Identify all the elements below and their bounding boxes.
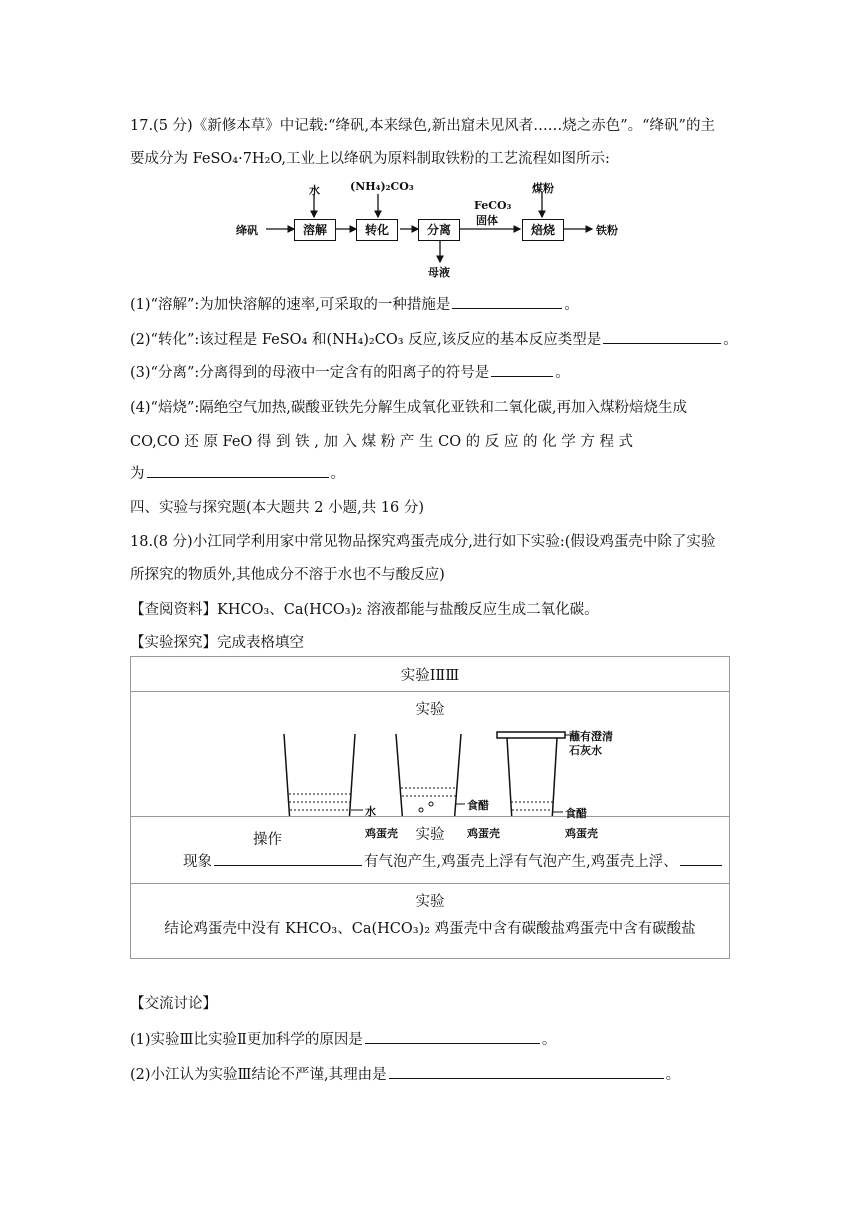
q18-reference: 【查阅资料】KHCO₃、Ca(HCO₃)₂ 溶液都能与盐酸反应生成二氧化碳。 (130, 602, 599, 618)
conclusion-cell (131, 884, 730, 959)
q17-line1: 17.(5 分)《新修本草》中记载:“绛矾,本来绿色,新出窟未见风者……烧之赤色”。“绛矾”的主 (130, 118, 715, 134)
discussion-heading: 【交流讨论】 (130, 996, 217, 1012)
beaker-1 (284, 734, 363, 816)
q17-p1: (1)“溶解”:为加快溶解的速率,可采取的一种措施是 。 (130, 293, 579, 314)
beaker-3 (497, 732, 571, 816)
flow-step-roast: 焙烧 (522, 219, 564, 241)
answer-blank[interactable] (214, 851, 362, 866)
flow-step-convert: 转化 (356, 219, 398, 241)
q17-p2: (2)“转化”:该过程是 FeSO₄ 和(NH₄)₂CO₃ 反应,该反应的基本反应类型是 。 (130, 328, 738, 349)
flow-step-dissolve: 溶解 (294, 219, 336, 241)
flow-mother-liquor: 母液 (428, 266, 450, 279)
flow-coal: 煤粉 (532, 182, 554, 195)
operation-cell (131, 692, 730, 848)
beaker3-liquid-label: 食醋 (565, 807, 587, 820)
q17-p4b: CO,CO 还 原 FeO 得 到 铁 , 加 入 煤 粉 产 生 CO 的 反 应 的 化 学 方 程 式 (130, 434, 634, 450)
beakers-illustration (131, 692, 731, 816)
flow-start: 绛矾 (236, 224, 258, 237)
conclusion-text: 结论鸡蛋壳中没有 KHCO₃、Ca(HCO₃)₂ 鸡蛋壳中含有碳酸盐鸡蛋壳中含有碳酸盐 (164, 921, 696, 937)
answer-blank[interactable] (680, 851, 722, 866)
beaker-2 (396, 734, 465, 816)
phenomenon-row: 现象 有气泡产生,鸡蛋壳上浮有气泡产生,鸡蛋壳上浮、 (131, 850, 729, 871)
q18-line1: 18.(8 分)小江同学利用家中常见物品探究鸡蛋壳成分,进行如下实验:(假设鸡蛋壳中除了实验 (130, 534, 716, 550)
flow-mid-label2: 固体 (476, 214, 498, 227)
answer-blank[interactable] (147, 463, 329, 478)
q17-p4c: 为 。 (130, 462, 345, 483)
beaker3-lid-label1: 蘸有澄清 (569, 730, 613, 743)
q17-p4a: (4)“焙烧”:隔绝空气加热,碳酸亚铁先分解生成氧化亚铁和二氧化碳,再加入煤粉焙烧生成 (130, 400, 687, 416)
flow-step-separate: 分离 (418, 219, 460, 241)
table-header: 实验ⅠⅡⅢ (131, 657, 730, 692)
beaker1-solid-label: 鸡蛋壳 (365, 827, 398, 840)
answer-blank[interactable] (603, 329, 721, 344)
beaker2-liquid-label: 食醋 (467, 799, 489, 812)
operation-label: 操作 (253, 832, 282, 848)
q17-p3: (3)“分离”:分离得到的母液中一定含有的阳离子的符号是 。 (130, 361, 570, 382)
flow-mid-label1: FeCO₃ (474, 199, 512, 212)
operation-title: 实验 (415, 702, 445, 718)
discussion-q1: (1)实验Ⅲ比实验Ⅱ更加科学的原因是 。 (130, 1028, 556, 1049)
answer-blank[interactable] (365, 1029, 540, 1044)
answer-blank[interactable] (491, 362, 553, 377)
flow-reagent: (NH₄)₂CO₃ (350, 180, 414, 193)
experiment-table (130, 656, 730, 959)
beaker2-solid-label: 鸡蛋壳 (467, 827, 500, 840)
q18-explore: 【实验探究】完成表格填空 (130, 635, 304, 651)
q17-line2: 要成分为 FeSO₄·7H₂O,工业上以绛矾为原料制取铁粉的工艺流程如图所示: (130, 151, 610, 167)
phenomenon-title: 实验 (415, 827, 445, 843)
discussion-q2: (2)小江认为实验Ⅲ结论不严谨,其理由是 。 (130, 1063, 680, 1084)
phenomenon-cell (131, 817, 730, 884)
flow-end: 铁粉 (596, 224, 618, 237)
answer-blank[interactable] (452, 294, 562, 309)
process-flow-diagram (230, 172, 630, 282)
flow-water: 水 (309, 184, 320, 197)
section-heading: 四、实验与探究题(本大题共 2 小题,共 16 分) (130, 500, 425, 516)
q18-line2: 所探究的物质外,其他成分不溶于水也不与酸反应) (130, 567, 445, 583)
answer-blank[interactable] (389, 1064, 664, 1079)
beaker1-liquid-label: 水 (365, 805, 376, 818)
beaker3-solid-label: 鸡蛋壳 (565, 827, 598, 840)
conclusion-title: 实验 (415, 894, 445, 910)
beaker3-lid-label2: 石灰水 (569, 744, 602, 757)
